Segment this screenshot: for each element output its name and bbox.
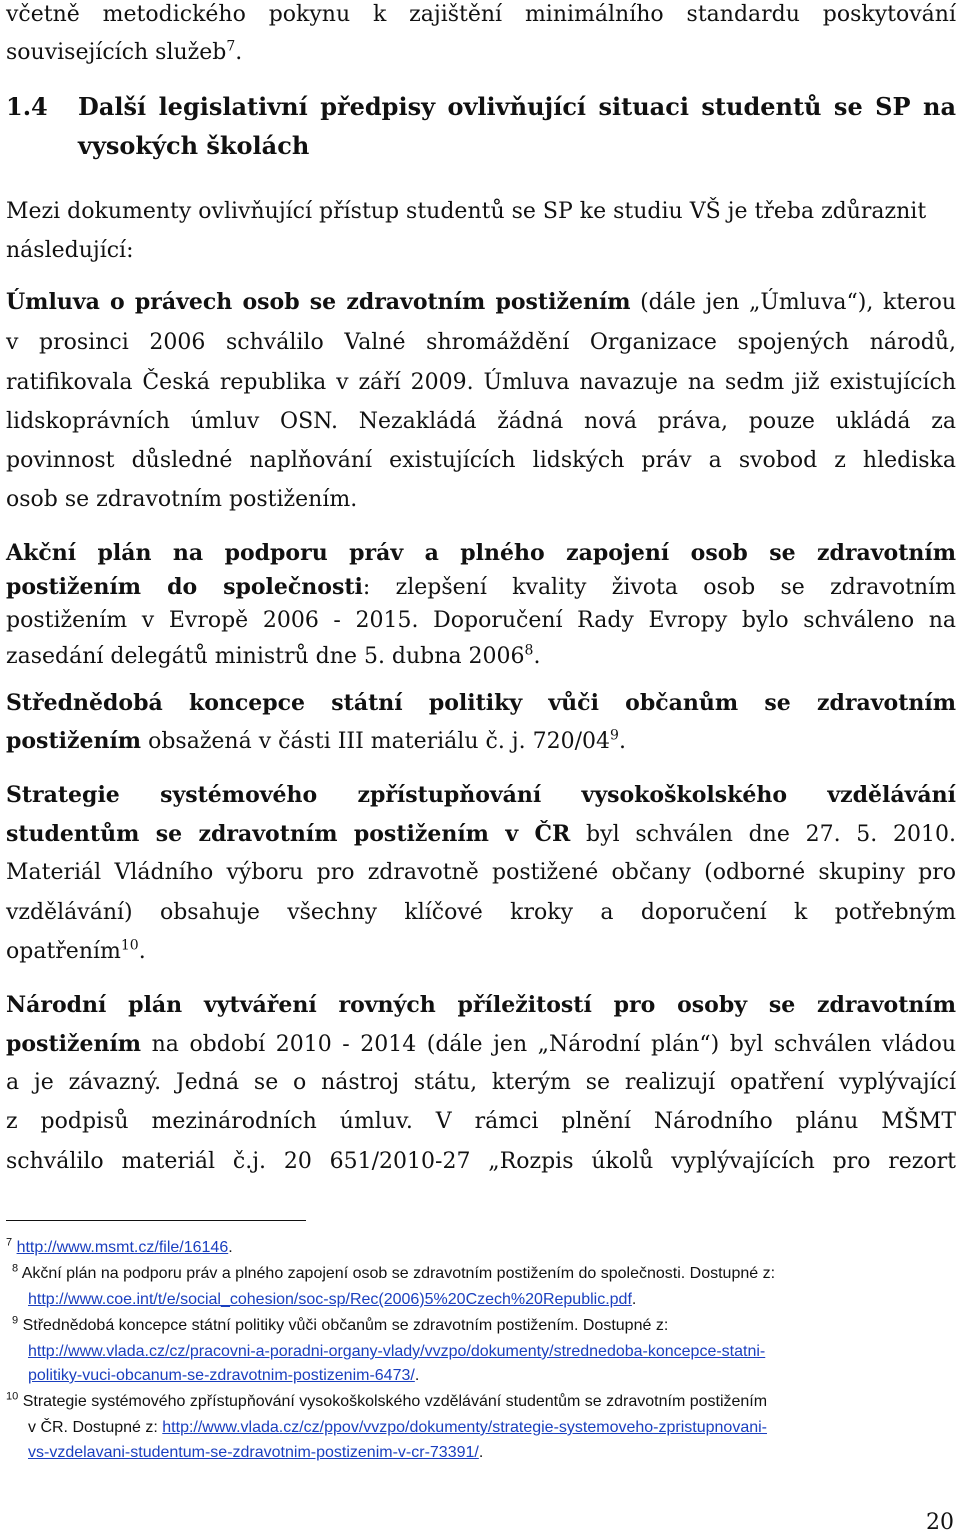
footnote-text: v ČR. Dostupné z: xyxy=(28,1419,163,1436)
text: . xyxy=(138,939,146,964)
text-line xyxy=(6,236,134,266)
text-line xyxy=(6,819,956,850)
text: . xyxy=(235,40,243,65)
footnote-text: Akční plán na podporu práv a plného zapojení osob se zdravotním postižením do společnosti. Dostupné z: xyxy=(21,1265,776,1282)
text-line xyxy=(6,38,242,68)
text-line xyxy=(6,485,357,515)
footnote-number: 7 xyxy=(6,1236,13,1249)
bold-term: postižením do společnosti xyxy=(6,574,363,600)
text-line xyxy=(6,538,956,569)
text: následující: xyxy=(6,238,134,263)
text: opatřením xyxy=(6,939,121,964)
footnote-8 xyxy=(12,1264,775,1284)
text-line xyxy=(6,858,956,888)
footnote-8-link-line xyxy=(28,1290,636,1310)
footnote-9 xyxy=(12,1316,668,1336)
text: : zlepšení kvality života osob se zdravotním xyxy=(362,575,956,600)
text: . xyxy=(478,1444,484,1461)
footnote-ref[interactable]: 7 xyxy=(226,38,236,55)
text: a je závazný. Jedná se o nástroj státu, kterým se realizují opatření vyplývající xyxy=(6,1070,956,1095)
bold-term: Úmluva o právech osob se zdravotním postižením xyxy=(6,289,631,315)
text-line xyxy=(6,287,956,318)
text: vzdělávání) obsahuje všechny klíčové kroky a doporučení k potřebným xyxy=(6,900,956,925)
footnote-10 xyxy=(6,1392,767,1412)
footnote-link[interactable]: http://www.msmt.cz/file/16146 xyxy=(16,1239,229,1256)
text: souvisejících služeb xyxy=(6,40,227,65)
footnote-text: Střednědobá koncepce státní politiky vůči občanům se zdravotním postižením. Dostupné z: xyxy=(22,1317,669,1334)
footnote-text: Strategie systémového zpřístupňování vysokoškolského vzdělávání studentům se zdravotním postižením xyxy=(22,1393,768,1410)
text-line xyxy=(6,1068,956,1098)
text: v prosinci 2006 schválilo Valné shromáždění Organizace spojených národů, xyxy=(6,330,956,355)
bold-term: Národní plán vytváření rovných příležitostí pro osoby se zdravotním xyxy=(6,992,956,1018)
text: byl schválen dne 27. 5. 2010. xyxy=(570,822,956,847)
text-line xyxy=(6,1147,956,1177)
text: na období 2010 - 2014 (dále jen „Národní plán“) byl schválen vládou xyxy=(141,1032,956,1057)
bold-term: postižením xyxy=(6,728,142,754)
footnote-link[interactable]: http://www.vlada.cz/cz/pracovni-a-poradni-organy-vlady/vvzpo/dokumenty/strednedoba-koncepce-statni- xyxy=(28,1343,766,1360)
text: z podpisů mezinárodních úmluv. V rámci plnění Národního plánu MŠMT xyxy=(6,1109,956,1134)
text-line xyxy=(6,606,956,636)
text: (dále jen „Úmluva“), kterou xyxy=(630,290,956,315)
footnote-number: 10 xyxy=(6,1390,19,1403)
heading-text: Další legislativní předpisy ovlivňující situaci studentů se SP na xyxy=(78,92,956,121)
text: včetně metodického pokynu k zajištění minimálního standardu poskytování xyxy=(6,2,956,27)
section-number: 1.4 xyxy=(6,92,48,121)
bold-term: Akční plán na podporu práv a plného zapojení osob se zdravotním xyxy=(6,540,956,566)
footnote-number: 8 xyxy=(12,1262,19,1275)
footnote-9-link-line xyxy=(28,1342,765,1362)
text: schválilo materiál č.j. 20 651/2010-27 „Rozpis úkolů vyplývajících pro rezort xyxy=(6,1149,956,1174)
text-line xyxy=(6,446,956,476)
text-line xyxy=(6,1107,956,1137)
text-line xyxy=(6,726,626,757)
text-line xyxy=(6,407,956,437)
text-line xyxy=(6,368,956,398)
text: obsažená v části III materiálu č. j. 720/04 xyxy=(141,729,611,754)
text: povinnost důsledné naplňování existujících lidských práv a svobod z hlediska xyxy=(6,448,956,473)
text: lidskoprávních úmluv OSN. Nezakládá žádná nová práva, pouze ukládá za xyxy=(6,409,956,434)
footnote-10-line xyxy=(28,1418,767,1438)
footnote-7 xyxy=(6,1238,233,1258)
bold-term: Střednědobá koncepce státní politiky vůči občanům se zdravotním xyxy=(6,690,956,716)
page-number: 20 xyxy=(926,1510,954,1535)
footnote-link[interactable]: http://www.vlada.cz/cz/ppov/vvzpo/dokumenty/strategie-systemoveho-zpristupnovani- xyxy=(162,1419,767,1436)
text-line xyxy=(6,688,956,719)
text-line xyxy=(6,197,926,227)
text-line xyxy=(6,937,146,967)
heading-text: vysokých školách xyxy=(78,131,310,160)
text: postižením v Evropě 2006 - 2015. Doporučení Rady Evropy bylo schváleno na xyxy=(6,608,956,633)
text: zasedání delegátů ministrů dne 5. dubna 2006 xyxy=(6,644,525,669)
footnote-separator xyxy=(6,1220,306,1221)
text-line xyxy=(6,642,540,672)
text: . xyxy=(414,1367,420,1384)
bold-term: postižením xyxy=(6,1031,142,1057)
text: ratifikovala Česká republika v září 2009. Úmluva navazuje na sedm již existujících xyxy=(6,370,956,395)
footnote-ref[interactable]: 9 xyxy=(610,727,619,744)
text-line xyxy=(6,780,956,811)
text: Materiál Vládního výboru pro zdravotně postižené občany (odborné skupiny pro xyxy=(6,860,956,885)
footnote-10-link-line xyxy=(28,1443,483,1463)
text: Mezi dokumenty ovlivňující přístup studentů se SP ke studiu VŠ je třeba zdůraznit xyxy=(6,199,927,224)
footnote-ref[interactable]: 8 xyxy=(524,642,534,659)
section-heading xyxy=(6,92,48,122)
footnote-9-link-line xyxy=(28,1366,419,1386)
bold-term: Strategie systémového zpřístupňování vysokoškolského vzdělávání xyxy=(6,782,956,808)
text-line xyxy=(6,0,956,30)
text: . xyxy=(631,1291,637,1308)
footnote-ref[interactable]: 10 xyxy=(120,937,139,954)
text-line xyxy=(6,990,956,1021)
footnote-link[interactable]: politiky-vuci-obcanum-se-zdravotnim-postizenim-6473/ xyxy=(28,1367,415,1384)
text-line xyxy=(6,898,956,928)
text: . xyxy=(618,729,626,754)
footnote-number: 9 xyxy=(12,1314,19,1327)
text-line xyxy=(6,572,956,603)
section-heading xyxy=(78,131,309,161)
text: osob se zdravotním postižením. xyxy=(6,487,358,512)
footnote-link[interactable]: http://www.coe.int/t/e/social_cohesion/soc-sp/Rec(2006)5%20Czech%20Republic.pdf xyxy=(28,1291,632,1308)
text-line xyxy=(6,328,956,358)
footnote-link[interactable]: vs-vzdelavani-studentum-se-zdravotnim-postizenim-v-cr-73391/ xyxy=(28,1444,479,1461)
text: . xyxy=(533,644,541,669)
text-line xyxy=(6,1029,956,1060)
text: . xyxy=(228,1239,233,1256)
bold-term: studentům se zdravotním postižením v ČR xyxy=(6,821,571,847)
section-heading xyxy=(78,92,956,122)
